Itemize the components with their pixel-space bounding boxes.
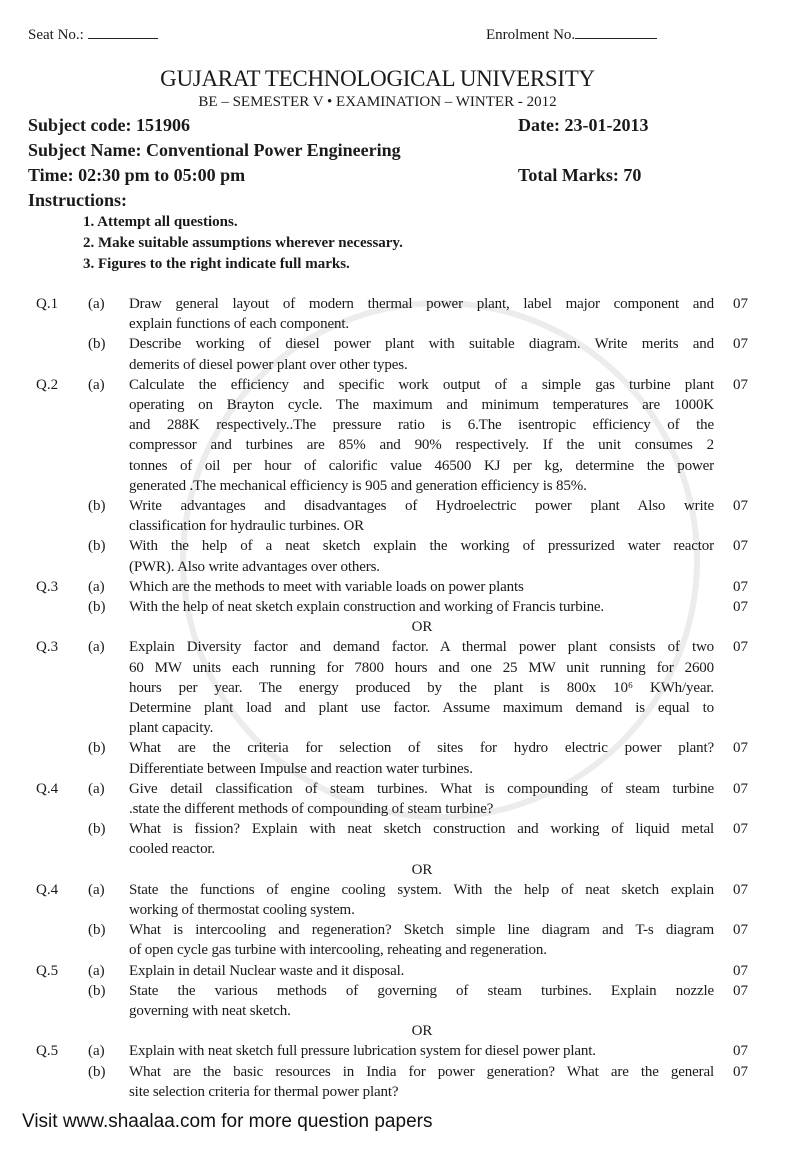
question-part-label: (a) [88,881,105,898]
question-marks: 07 [733,578,748,595]
question-part-label: (a) [88,962,105,979]
question-number: Q.5 [36,962,59,979]
question-text-line: Draw general layout of modern thermal power plant, label major component and [129,296,714,312]
instruction-item: 1. Attempt all questions. [83,214,238,230]
question-number: Q.4 [36,780,59,797]
question-number: Q.4 [36,881,59,898]
question-number: Q.3 [36,639,59,656]
question-marks: 07 [733,336,748,353]
question-text-line: State the various methods of governing of steam turbines. Explain nozzle [129,982,714,999]
question-text-line: Give detail classification of steam turbines. What is compounding of steam turbine [129,780,714,797]
question-part-label: (a) [88,578,105,595]
question-marks: 07 [733,376,748,393]
question-marks: 07 [733,922,748,939]
question-text-line: .state the different methods of compounding of steam turbine? [129,801,494,817]
question-part-label: (b) [88,336,106,353]
question-text-line: and 288K respectively..The pressure ratio is 6.The isentropic efficiency of the [129,417,714,434]
question-text-line: compressor and turbines are 85% and 90% respectively. If the unit consumes 2 [129,437,714,454]
question-text-line: demerits of diesel power plant over other types. [129,356,408,373]
question-text-line: explain functions of each component. [129,316,349,333]
question-part-label: (b) [88,1063,106,1080]
question-marks: 07 [733,1043,748,1060]
or-separator: OR [411,1023,433,1040]
question-text-line: cooled reactor. [129,841,216,858]
seat-no-blank [88,26,158,39]
question-text-line: (PWR). Also write advantages over others. [129,558,380,575]
question-text-line: Which are the methods to meet with variable loads on power plants [129,578,524,595]
question-text-line: State the functions of engine cooling system. With the help of neat sketch explain [129,881,714,898]
question-part-label: (b) [88,982,106,999]
question-text-line: With the help of a neat sketch explain the working of pressurized water reactor [129,538,714,555]
question-text-line: Write advantages and disadvantages of Hydroelectric power plant Also write [129,498,714,514]
exam-time: Time: 02:30 pm to 05:00 pm [28,165,246,185]
footer-note: Visit www.shaalaa.com for more question papers [22,1111,433,1132]
question-text-line: Explain in detail Nuclear waste and it disposal. [129,962,405,979]
subject-code: Subject code: 151906 [28,115,190,135]
question-text-line: hours per year. The energy produced by the plant is 800x 10⁶ KWh/year. [129,679,714,696]
question-part-label: (a) [88,780,105,797]
question-text-line: generated .The mechanical efficiency is 905 and generation efficiency is 85%. [129,477,587,494]
seat-no-field [28,26,158,44]
question-text-line: tonnes of oil per hour of calorific value 46500 KJ per kg, determine the power [129,457,714,474]
university-title: GUJARAT TECHNOLOGICAL UNIVERSITY [160,66,595,91]
question-marks: 07 [733,296,748,312]
question-part-label: (a) [88,376,105,393]
seat-no-label: Seat No.: [28,27,84,43]
question-text-line: Determine plant load and plant use factor. Assume maximum demand is equal to [129,700,714,716]
question-text-line: What is intercooling and regeneration? Sketch simple line diagram and T-s diagram [129,922,714,939]
question-part-label: (b) [88,498,106,514]
question-marks: 07 [733,599,748,615]
enrolment-no-label: Enrolment No. [486,27,576,43]
question-text-line: Explain Diversity factor and demand factor. A thermal power plant consists of two [129,639,714,656]
question-number: Q.3 [36,578,59,595]
question-number: Q.5 [36,1043,59,1060]
question-part-label: (a) [88,1043,105,1060]
instructions-heading: Instructions: [28,190,128,210]
question-marks: 07 [733,740,748,757]
question-part-label: (a) [88,296,105,312]
subject-name: Subject Name: Conventional Power Engineering [28,140,401,160]
question-part-label: (a) [88,639,105,656]
question-text-line: site selection criteria for thermal power plant? [129,1083,399,1100]
exam-date: Date: 23-01-2013 [518,115,649,135]
question-marks: 07 [733,498,748,514]
question-marks: 07 [733,962,748,979]
question-marks: 07 [733,639,748,656]
or-separator: OR [411,619,433,636]
question-text-line: governing with neat sketch. [129,1003,291,1019]
question-text-line: Explain with neat sketch full pressure lubrication system for diesel power plant. [129,1043,596,1060]
enrolment-no-field [486,26,657,44]
question-text-line: of open cycle gas turbine with intercooling, reheating and regeneration. [129,942,547,959]
question-text-line: Calculate the efficiency and specific work output of a simple gas turbine plant [129,376,714,393]
question-marks: 07 [733,780,748,797]
question-text-line: What are the basic resources in India for power generation? What are the general [129,1063,714,1080]
question-text-line: classification for hydraulic turbines. OR [129,518,365,535]
instruction-item: 3. Figures to the right indicate full marks. [83,256,350,272]
exam-subtitle: BE – SEMESTER V • EXAMINATION – WINTER - 2012 [198,94,557,110]
question-part-label: (b) [88,740,106,757]
question-part-label: (b) [88,821,106,838]
instruction-item: 2. Make suitable assumptions wherever necessary. [83,235,403,251]
question-marks: 07 [733,538,748,555]
enrolment-no-blank [575,26,657,39]
question-marks: 07 [733,1063,748,1080]
question-text-line: What is fission? Explain with neat sketch construction and working of liquid metal [129,821,714,838]
question-text-line: Describe working of diesel power plant with suitable diagram. Write merits and [129,336,714,353]
question-text-line: What are the criteria for selection of sites for hydro electric power plant? [129,740,714,757]
question-number: Q.2 [36,376,59,393]
question-part-label: (b) [88,599,106,615]
question-text-line: With the help of neat sketch explain construction and working of Francis turbine. [129,599,605,615]
question-marks: 07 [733,821,748,838]
question-marks: 07 [733,881,748,898]
question-marks: 07 [733,982,748,999]
question-text-line: working of thermostat cooling system. [129,902,355,918]
question-text-line: 60 MW units each running for 7800 hours and one 25 MW unit running for 2600 [129,659,714,676]
question-part-label: (b) [88,922,106,939]
question-number: Q.1 [36,296,59,312]
total-marks: Total Marks: 70 [518,165,642,185]
question-text-line: Differentiate between Impulse and reaction water turbines. [129,760,473,777]
or-separator: OR [411,861,433,878]
question-part-label: (b) [88,538,106,555]
question-text-line: plant capacity. [129,720,214,737]
question-text-line: operating on Brayton cycle. The maximum and minimum temperatures are 1000K [129,397,714,413]
